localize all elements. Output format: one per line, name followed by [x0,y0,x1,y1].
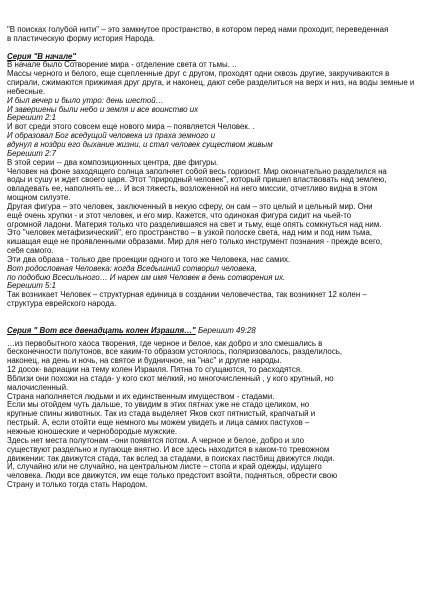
text-line: малочисленный. [7,383,69,392]
text-line: овладевать ее, наполнять ее… И вся тяжесть, возложенной на него миссии, отчетливо видна в этом [7,185,378,194]
text-line: кишащая еще не проявленными образами. Мир для него только инструмент познания - прежде всего, [7,238,383,247]
text-line: Страну и только тогда стать Народом. [7,481,148,490]
text-line: В этой серии -- два композиционных центра, две фигуры. [7,158,219,167]
text-line: 12 досок- вариации на тему колен Израиля. Пятна то сгущаются, то расходятся. [7,366,303,375]
section-heading [7,327,415,336]
quotation-line: Вот родословная Человека: когда Вседышний сотворил человека, [7,264,257,273]
text-line: крупные спины животных. Так из стада выделяет Яков скот пятнистый, крапчатый и [7,410,316,419]
text-line: И вот среди этого совсем еще нового мира – появляется Человек. . [7,123,255,132]
quotation-line: И завершены были небо и земля и все воинство их [7,105,199,114]
text-line: существуют раздельно и пугающе внятно. И все здесь находится в каком-то тревожном [7,445,330,454]
text-line: структура еврейского народа. [7,300,117,309]
text-line: Здесь нет места полутонам –они появятся потом. А черное и белое, добро и зло [7,436,305,445]
quotation-line: И был вечер и было утро: день шестой… [7,96,164,105]
text-line: нежные юношеские и чернобородые мужские. [7,427,178,436]
text-line: в пластическую форму история Народа. [7,34,155,43]
quotation-line: И образовал Бог вседущий человека из праха земного и [7,132,216,141]
text-line: Вблизи они похожи на стада- у кого скот мелкий, но многочисленный , у кого крупный, но [7,374,334,383]
text-line: пестрый. А, если отойти еще немного мы можем увидеть и лица самих пастухов – [7,419,310,428]
quotation-line: Берешит 2:7 [7,149,56,158]
section-heading-title: Серия " Вот все двенадцать колен Израиля…" [7,326,196,335]
text-line: ещё очень хрупки - и этот человек, и его мир. Кажется, что одинокая фигура сидит на чьей-то [7,211,352,220]
quotation-line: вдунул в ноздри его дыхание жизни, и стал человек существом живым [7,140,273,149]
document-page [7,26,415,490]
paragraph-spacer [7,318,415,327]
text-line: Другая фигура – это человек, заключенный в некую сферу, он сам – это целый и цельный мир. Они [7,202,373,211]
text-line: Массы черного и белого, еще сцепленные друг с другом, проходят одни сквозь другие, закручиваются в [7,70,390,79]
text-line: небесные. [7,87,46,96]
text-line: спирали, сжимаются прижимая друг друга, и наконец, дают себе разделиться на верх и низ, на воды земные и [7,79,415,88]
text-line: себя самого. [7,247,54,256]
text-line: Человек на фоне заходящего солнца заполняет собой весь горизонт. Мир окончательно разделился на [7,167,387,176]
text-line: мощном силуэте. [7,194,71,203]
text-line: И, случайно или не случайно, на центральном листе – стопа и край одежды, идущего [7,463,322,472]
text-line: …из первобытного хаоса творения, где черное и белое, как добро и зло смешались в [7,339,323,348]
text-line: Так возникает Человек – структурная единица в создании человечества, так возникнет 12 колен – [7,291,367,300]
text-line: воды и сушу и ждет своего царя. Этот "природный человек", который пришел властвовать над землею, [7,176,387,185]
paragraph-spacer [7,44,415,53]
section-heading-title: Серия "В начале" [7,52,77,61]
text-line: Если мы отойдем чуть дальше, то увидим в этих пятнах уже не стадо целиком, но [7,401,310,410]
quotation-line: по подобию Всесильного… И нарек им имя Человек в день сотворения их. [7,273,286,282]
text-line: Страна наполняется людьми и их единственным имуществом - стадами. [7,392,275,401]
text-line: В начале было Сотворение мира - отделение света от тьмы. .. [7,61,237,70]
text-line: наконец, на день и ночь, на святое и будничное, на "нас" и другие народы. [7,357,282,366]
text-line: Это "человек метафизический", его пространство – в узкой полоске света, над ним и под ним тьма, [7,229,373,238]
text-line: человека. Люди все движутся, им еще только предстоит взойти, подняться, обрести свою [7,472,338,481]
text-line: движении: так движутся стада, так вслед за стадами, в поисках пастбищ движутся люди. [7,454,335,463]
text-line: "В поисках голубой нити" – это замкнутое пространство, в котором перед нами проходит, переведенная [7,26,389,34]
text-line: огромной ладони. Материя только что разделившаяся на свет и тьму, еще опять сомкнуться над ним. [7,220,382,229]
quotation-line: Берешит 5:1 [7,282,56,291]
text-line: бесконечности полутонов, все каким-то образом устоялось, поляризовалось, разделилось, [7,348,343,357]
quotation-line: Берешит 2:1 [7,114,56,123]
text-line: Эти два образа - только две проекции одного и того же Человека, нас самих. [7,255,291,264]
paragraph-spacer [7,309,415,318]
section-heading-reference: Берешит 49:28 [195,326,256,335]
section-heading [7,53,415,62]
